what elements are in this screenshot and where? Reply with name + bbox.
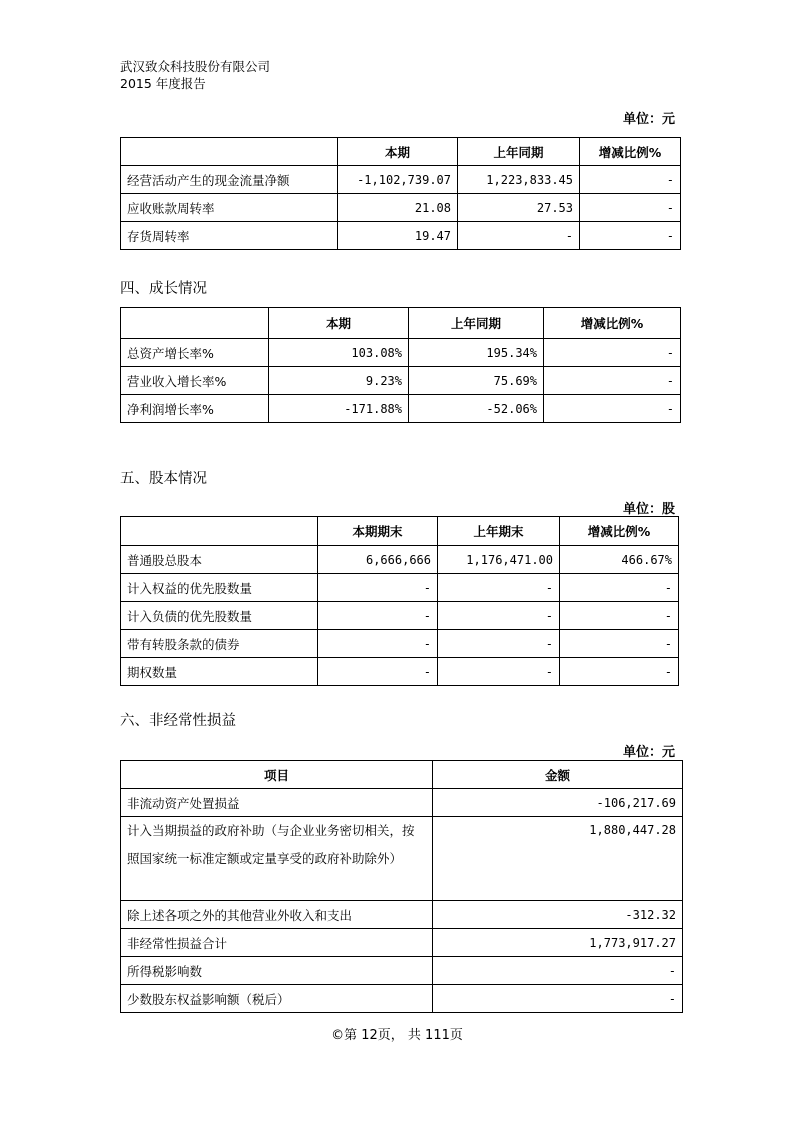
table-row bbox=[121, 574, 679, 602]
cell-value: - bbox=[544, 367, 681, 395]
unit-label-1: 单位：元 bbox=[622, 112, 675, 127]
row-label: 带有转股条款的债券 bbox=[121, 630, 318, 658]
table-row bbox=[121, 789, 683, 817]
table-row bbox=[121, 222, 681, 250]
row-label: 所得税影响数 bbox=[121, 957, 433, 985]
table-row bbox=[121, 194, 681, 222]
header-cell: 增减比例% bbox=[580, 138, 681, 166]
section-title-share-capital: 五、股本情况 bbox=[120, 471, 207, 487]
table-row bbox=[121, 901, 683, 929]
header-cell bbox=[121, 308, 269, 339]
unit-label-6: 单位：元 bbox=[622, 745, 675, 760]
cell-value: - bbox=[433, 957, 683, 985]
cell-value: - bbox=[433, 985, 683, 1013]
cell-value: 466.67% bbox=[560, 546, 679, 574]
row-label: 计入负债的优先股数量 bbox=[121, 602, 318, 630]
row-label: 少数股东权益影响额（税后） bbox=[121, 985, 433, 1013]
header-cell: 增减比例% bbox=[544, 308, 681, 339]
header-cell: 本期 bbox=[338, 138, 458, 166]
row-label: 总资产增长率% bbox=[121, 339, 269, 367]
cell-value: - bbox=[544, 339, 681, 367]
table-row bbox=[121, 395, 681, 423]
cell-value: - bbox=[318, 658, 438, 686]
table-row bbox=[121, 929, 683, 957]
cell-value: -171.88% bbox=[269, 395, 409, 423]
page-number: ©第 12页， 共 111页 bbox=[331, 1028, 463, 1043]
cashflow-table bbox=[120, 137, 681, 250]
section-title-nonrecurring: 六、非经常性损益 bbox=[120, 713, 236, 729]
cell-value: - bbox=[318, 630, 438, 658]
growth-table bbox=[120, 307, 681, 423]
table-row bbox=[121, 546, 679, 574]
cell-value: 6,666,666 bbox=[318, 546, 438, 574]
cell-value: - bbox=[458, 222, 580, 250]
table-row bbox=[121, 602, 679, 630]
cell-value: - bbox=[580, 222, 681, 250]
row-label: 除上述各项之外的其他营业外收入和支出 bbox=[121, 901, 433, 929]
cell-value: - bbox=[580, 194, 681, 222]
cell-value: - bbox=[438, 658, 560, 686]
cell-value: - bbox=[318, 602, 438, 630]
header-cell: 项目 bbox=[121, 761, 433, 789]
row-label: 营业收入增长率% bbox=[121, 367, 269, 395]
row-label: 计入权益的优先股数量 bbox=[121, 574, 318, 602]
cell-value: 27.53 bbox=[458, 194, 580, 222]
cell-value: -312.32 bbox=[433, 901, 683, 929]
cell-value: 1,773,917.27 bbox=[433, 929, 683, 957]
unit-label-5: 单位：股 bbox=[622, 502, 675, 517]
cell-value: 19.47 bbox=[338, 222, 458, 250]
cell-value: - bbox=[544, 395, 681, 423]
cell-value: 75.69% bbox=[409, 367, 544, 395]
table-row bbox=[121, 367, 681, 395]
row-label: 应收账款周转率 bbox=[121, 194, 338, 222]
row-label: 普通股总股本 bbox=[121, 546, 318, 574]
table-row bbox=[121, 166, 681, 194]
header-cell: 上年同期 bbox=[409, 308, 544, 339]
section-title-growth: 四、成长情况 bbox=[120, 281, 207, 297]
header-cell: 上年期末 bbox=[438, 517, 560, 546]
cell-value: -52.06% bbox=[409, 395, 544, 423]
row-label: 经营活动产生的现金流量净额 bbox=[121, 166, 338, 194]
row-label: 存货周转率 bbox=[121, 222, 338, 250]
cell-value: 1,880,447.28 bbox=[433, 817, 683, 901]
table-row bbox=[121, 339, 681, 367]
company-name: 武汉致众科技股份有限公司 bbox=[120, 59, 271, 74]
cell-value: - bbox=[560, 630, 679, 658]
header-cell: 上年同期 bbox=[458, 138, 580, 166]
header-cell: 增减比例% bbox=[560, 517, 679, 546]
header-cell: 金额 bbox=[433, 761, 683, 789]
cell-value: - bbox=[560, 602, 679, 630]
cell-value: 1,223,833.45 bbox=[458, 166, 580, 194]
nonrecurring-table bbox=[120, 760, 683, 1013]
cell-value: - bbox=[318, 574, 438, 602]
cell-value: 103.08% bbox=[269, 339, 409, 367]
table-row bbox=[121, 957, 683, 985]
cell-value: - bbox=[560, 574, 679, 602]
table-row bbox=[121, 658, 679, 686]
row-label: 期权数量 bbox=[121, 658, 318, 686]
cell-value: -106,217.69 bbox=[433, 789, 683, 817]
table-row bbox=[121, 985, 683, 1013]
row-label: 非流动资产处置损益 bbox=[121, 789, 433, 817]
report-title: 2015 年度报告 bbox=[120, 76, 206, 91]
header-cell: 本期 bbox=[269, 308, 409, 339]
cell-value: - bbox=[438, 574, 560, 602]
cell-value: 195.34% bbox=[409, 339, 544, 367]
row-label: 净利润增长率% bbox=[121, 395, 269, 423]
header-cell bbox=[121, 138, 338, 166]
cell-value: - bbox=[560, 658, 679, 686]
share-capital-table bbox=[120, 516, 679, 686]
cell-value: - bbox=[438, 630, 560, 658]
table-row bbox=[121, 630, 679, 658]
row-label: 计入当期损益的政府补助（与企业业务密切相关，按照国家统一标准定额或定量享受的政府补助除外） bbox=[121, 817, 433, 901]
cell-value: -1,102,739.07 bbox=[338, 166, 458, 194]
cell-value: - bbox=[438, 602, 560, 630]
cell-value: 21.08 bbox=[338, 194, 458, 222]
header-cell bbox=[121, 517, 318, 546]
cell-value: - bbox=[580, 166, 681, 194]
table-row bbox=[121, 817, 683, 901]
header-cell: 本期期末 bbox=[318, 517, 438, 546]
row-label: 非经常性损益合计 bbox=[121, 929, 433, 957]
cell-value: 1,176,471.00 bbox=[438, 546, 560, 574]
cell-value: 9.23% bbox=[269, 367, 409, 395]
